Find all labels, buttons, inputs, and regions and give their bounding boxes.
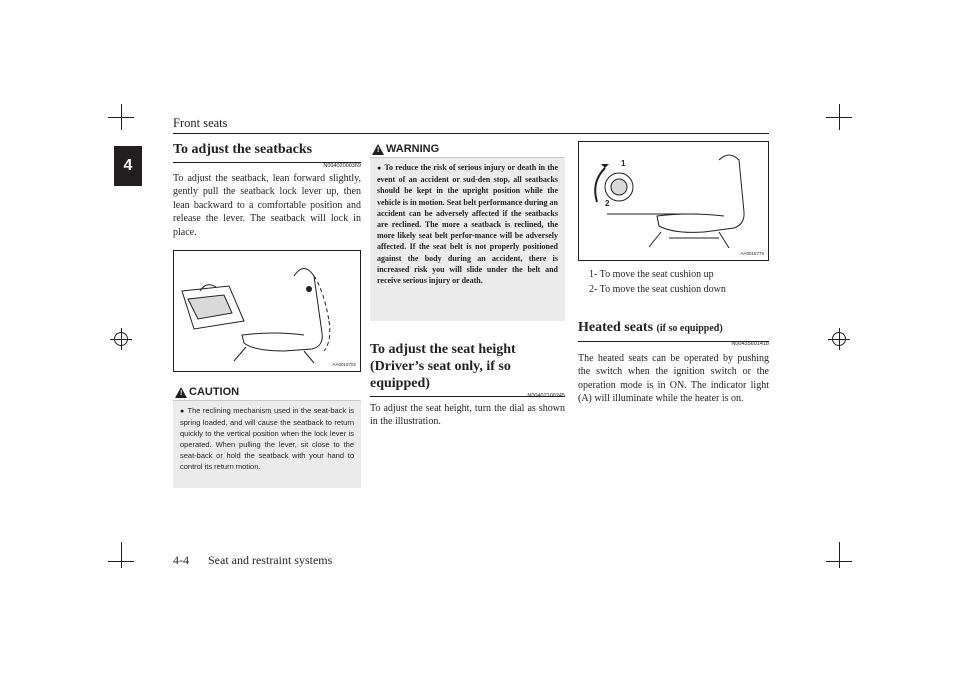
item-text: To move the seat cushion down (599, 284, 726, 295)
bullet-icon (180, 406, 188, 415)
section-name: Seat and restraint systems (208, 553, 333, 567)
seat-height-illustration (578, 141, 769, 261)
arrow-marker (306, 286, 312, 292)
heated-seats-suffix: (if so equipped) (656, 323, 723, 334)
item-text: To move the seat cushion up (599, 269, 714, 280)
seatback-instructions: To adjust the seatback, lean forward slightly, gently pull the seatback lock lever up, then lean backward to a comfortable position and release the lever. The seatback will lock in place. (173, 173, 361, 238)
heated-seats-heading (578, 319, 769, 342)
section-code: N00435601418 (731, 341, 769, 347)
crop-mark (121, 542, 122, 568)
seatback-illustration (173, 250, 361, 372)
figure-label-2: 2 (605, 199, 610, 208)
caution-label: CAUTION (189, 386, 240, 398)
page-title: Front seats (173, 116, 228, 130)
section-code: N00402100245 (527, 393, 565, 399)
header-rule (173, 133, 769, 134)
heated-seats-description: The heated seats can be operated by pushing the switch when the ignition switch or the operation mode is in ON. The indicator light (A) will illuminate while the heater is on. (578, 353, 769, 405)
warning-icon: ! (372, 144, 384, 155)
registration-mark (832, 332, 846, 346)
seat-height-heading: To adjust the seat height (Driver’s seat only, if so equipped) (370, 341, 565, 397)
seat-recline-drawing (174, 251, 360, 371)
list-item (589, 268, 714, 282)
registration-mark (114, 332, 128, 346)
warning-text: To reduce the risk of serious injury or death in the event of an accident or sud-den stop, all seatbacks should be kept in the upright position while the vehicle is in motion. Seat belt performance during an accident can be adversely affected if the seatbacks are reclined. The more a seatback is reclined, the more likely seat belt perfor-mance will be adversely affected. If the seat belt is not properly positioned against the body during an accident, there is increased risk you will slide under the belt and receive serious injury or death. (377, 163, 558, 286)
caution-header (173, 384, 361, 401)
warning-header (370, 141, 565, 158)
crop-mark (108, 117, 134, 118)
seatback-heading: To adjust the seatbacks (173, 141, 361, 163)
caution-box (173, 384, 361, 488)
seat-height-instructions: To adjust the seat height, turn the dial as shown in the illustration. (370, 403, 565, 428)
page-footer (173, 553, 348, 568)
item-number: 2- (589, 284, 598, 295)
list-item (589, 283, 726, 297)
section-code: N00402000369 (323, 163, 361, 169)
caution-text: The reclining mechanism used in the seat-back is spring loaded, and will cause the seatback to return quickly to the vertical position when the lock lever is operated. When pulling the lever, sit close to the seat-back or hold the seatback with your hand to control its return motion. (180, 406, 354, 471)
caution-icon: ! (175, 387, 187, 398)
chapter-tab: 4 (114, 146, 142, 186)
seat-height-drawing (579, 142, 768, 260)
figure-id: AA0015775 (740, 251, 764, 256)
crop-mark (108, 561, 134, 562)
figure-id: AA0015702 (332, 362, 356, 367)
warning-label: WARNING (386, 143, 440, 155)
item-number: 1- (589, 269, 598, 280)
warning-box (370, 141, 565, 321)
figure-label-1: 1 (621, 159, 626, 168)
crop-mark (826, 561, 852, 562)
heated-seats-title: Heated seats (578, 320, 654, 335)
crop-mark (826, 117, 852, 118)
page-number: 4-4 (173, 553, 189, 567)
crop-mark (839, 542, 840, 568)
